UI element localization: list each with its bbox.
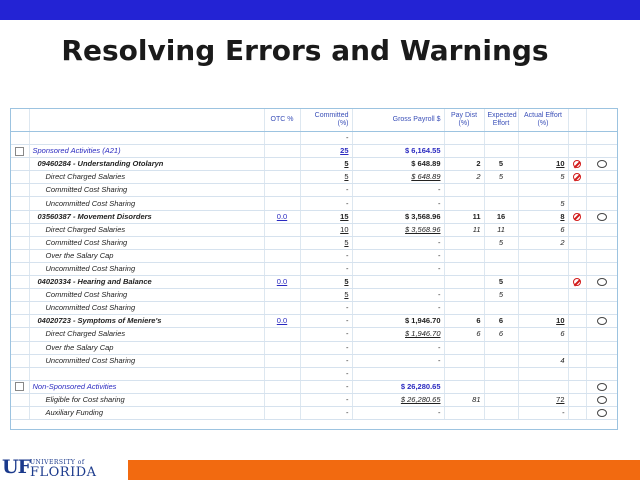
actual-effort-value[interactable]: 72 xyxy=(518,393,568,406)
error-cell xyxy=(568,315,586,328)
gross-payroll-value: - xyxy=(352,354,444,367)
header-expected-effort[interactable]: Expected Effort xyxy=(484,109,518,132)
committed-value[interactable]: 5 xyxy=(300,158,352,171)
actual-effort-value[interactable]: 10 xyxy=(518,158,568,171)
uf-logo-line2: FLORIDA xyxy=(30,465,97,480)
pay-dist-value xyxy=(444,249,484,262)
top-bar xyxy=(0,0,640,20)
error-cell xyxy=(568,197,586,210)
row-name: Uncommitted Cost Sharing xyxy=(29,354,264,367)
expected-effort-value: 5 xyxy=(484,289,518,302)
gross-payroll-value: - xyxy=(352,262,444,275)
table-row xyxy=(11,406,617,419)
effort-table xyxy=(11,109,618,420)
checkbox-cell xyxy=(11,249,29,262)
error-cell xyxy=(568,132,586,145)
expected-effort-value xyxy=(484,132,518,145)
header-checkbox-cell xyxy=(11,109,29,132)
table-row xyxy=(11,262,617,275)
otc-value xyxy=(264,393,300,406)
effort-table-panel xyxy=(10,108,618,430)
error-cell xyxy=(568,380,586,393)
otc-value xyxy=(264,406,300,419)
actual-effort-value: 2 xyxy=(518,236,568,249)
expected-effort-value: 16 xyxy=(484,210,518,223)
actual-effort-value xyxy=(518,302,568,315)
otc-value xyxy=(264,328,300,341)
actual-effort-value[interactable]: 8 xyxy=(518,210,568,223)
checkbox-cell xyxy=(11,289,29,302)
gross-payroll-value xyxy=(352,367,444,380)
expected-effort-value: 11 xyxy=(484,223,518,236)
pay-dist-value xyxy=(444,302,484,315)
checkbox-cell xyxy=(11,354,29,367)
header-committed[interactable]: Committed (%) xyxy=(300,109,352,132)
error-cell xyxy=(568,302,586,315)
error-cell xyxy=(568,210,586,223)
comment-cell xyxy=(586,302,617,315)
actual-effort-value xyxy=(518,289,568,302)
error-cell xyxy=(568,249,586,262)
expected-effort-value xyxy=(484,302,518,315)
pay-dist-value xyxy=(444,132,484,145)
pay-dist-value: 11 xyxy=(444,223,484,236)
error-cell xyxy=(568,393,586,406)
committed-value: - xyxy=(300,249,352,262)
comment-icon[interactable] xyxy=(597,160,607,168)
comment-icon[interactable] xyxy=(597,213,607,221)
error-icon[interactable] xyxy=(573,173,581,181)
committed-value[interactable]: 25 xyxy=(300,145,352,158)
committed-value[interactable]: 10 xyxy=(300,223,352,236)
otc-value xyxy=(264,158,300,171)
comment-cell xyxy=(586,315,617,328)
pay-dist-value xyxy=(444,380,484,393)
actual-effort-value xyxy=(518,341,568,354)
expected-effort-value xyxy=(484,406,518,419)
committed-value: - xyxy=(300,406,352,419)
error-icon[interactable] xyxy=(573,278,581,286)
row-name: Over the Salary Cap xyxy=(29,249,264,262)
otc-value xyxy=(264,197,300,210)
actual-effort-value: 5 xyxy=(518,171,568,184)
error-cell xyxy=(568,406,586,419)
uf-logo xyxy=(0,456,125,480)
gross-payroll-value[interactable]: $ 3,568.96 xyxy=(352,223,444,236)
project-row xyxy=(11,210,617,223)
error-cell xyxy=(568,276,586,289)
committed-value: - xyxy=(300,393,352,406)
table-row xyxy=(11,341,617,354)
comment-cell xyxy=(586,145,617,158)
comment-icon[interactable] xyxy=(597,383,607,391)
row-checkbox[interactable] xyxy=(15,147,24,156)
committed-value[interactable]: 5 xyxy=(300,276,352,289)
checkbox-cell xyxy=(11,197,29,210)
checkbox-cell xyxy=(11,341,29,354)
table-row xyxy=(11,223,617,236)
table-row xyxy=(11,393,617,406)
pay-dist-value: 6 xyxy=(444,315,484,328)
checkbox-cell xyxy=(11,210,29,223)
otc-value[interactable]: 0.0 xyxy=(264,315,300,328)
row-name: Direct Charged Salaries xyxy=(29,171,264,184)
actual-effort-value xyxy=(518,145,568,158)
table-row xyxy=(11,354,617,367)
row-name[interactable]: 09460284 - Understanding Otolaryn xyxy=(29,158,264,171)
actual-effort-value xyxy=(518,380,568,393)
checkbox-cell xyxy=(11,367,29,380)
table-header-row xyxy=(11,109,617,132)
expected-effort-value: 5 xyxy=(484,276,518,289)
row-name[interactable]: 03560387 - Movement Disorders xyxy=(29,210,264,223)
checkbox-cell xyxy=(11,184,29,197)
header-name xyxy=(29,109,264,132)
project-row xyxy=(11,315,617,328)
uf-logo-mark: UF xyxy=(2,456,31,478)
expected-effort-value xyxy=(484,354,518,367)
table-row xyxy=(11,302,617,315)
error-cell xyxy=(568,341,586,354)
comment-cell xyxy=(586,223,617,236)
checkbox-cell xyxy=(11,380,29,393)
expected-effort-value xyxy=(484,262,518,275)
actual-effort-value[interactable] xyxy=(518,276,568,289)
otc-value xyxy=(264,289,300,302)
expected-effort-value xyxy=(484,341,518,354)
pay-dist-value: 2 xyxy=(444,171,484,184)
actual-effort-value xyxy=(518,132,568,145)
otc-value xyxy=(264,132,300,145)
error-icon[interactable] xyxy=(573,213,581,221)
pay-dist-value: 6 xyxy=(444,328,484,341)
row-name[interactable]: 04020334 - Hearing and Balance xyxy=(29,276,264,289)
gross-payroll-value: - xyxy=(352,289,444,302)
committed-value: - xyxy=(300,315,352,328)
expected-effort-value: 6 xyxy=(484,328,518,341)
otc-value xyxy=(264,223,300,236)
checkbox-cell xyxy=(11,393,29,406)
gross-payroll-value: - xyxy=(352,302,444,315)
row-name: Uncommitted Cost Sharing xyxy=(29,197,264,210)
otc-value xyxy=(264,367,300,380)
pay-dist-value: 81 xyxy=(444,393,484,406)
otc-value xyxy=(264,302,300,315)
row-name[interactable]: 04020723 - Symptoms of Meniere's xyxy=(29,315,264,328)
comment-cell xyxy=(586,158,617,171)
row-name[interactable]: Non-Sponsored Activities xyxy=(29,380,264,393)
actual-effort-value xyxy=(518,249,568,262)
expected-effort-value: 5 xyxy=(484,158,518,171)
table-row xyxy=(11,249,617,262)
gross-payroll-value: - xyxy=(352,236,444,249)
otc-value[interactable]: 0.0 xyxy=(264,210,300,223)
committed-value[interactable]: 5 xyxy=(300,289,352,302)
expected-effort-value xyxy=(484,184,518,197)
gross-payroll-value: - xyxy=(352,341,444,354)
table-row xyxy=(11,184,617,197)
project-row xyxy=(11,158,617,171)
error-cell xyxy=(568,171,586,184)
otc-value xyxy=(264,354,300,367)
project-row xyxy=(11,276,617,289)
uf-logo-line1: UNIVERSITY of xyxy=(30,459,85,466)
actual-effort-value: 4 xyxy=(518,354,568,367)
table-row xyxy=(11,367,617,380)
actual-effort-value xyxy=(518,262,568,275)
error-cell xyxy=(568,354,586,367)
error-icon[interactable] xyxy=(573,160,581,168)
committed-value: - xyxy=(300,302,352,315)
comment-icon[interactable] xyxy=(597,396,607,404)
actual-effort-value: 5 xyxy=(518,197,568,210)
checkbox-cell xyxy=(11,158,29,171)
committed-value: - xyxy=(300,341,352,354)
checkbox-cell xyxy=(11,315,29,328)
actual-effort-value xyxy=(518,367,568,380)
pay-dist-value xyxy=(444,262,484,275)
comment-cell xyxy=(586,380,617,393)
comment-cell xyxy=(586,210,617,223)
expected-effort-value xyxy=(484,393,518,406)
gross-payroll-value xyxy=(352,132,444,145)
pay-dist-value: 2 xyxy=(444,158,484,171)
pay-dist-value: 11 xyxy=(444,210,484,223)
row-name xyxy=(29,132,264,145)
row-name xyxy=(29,367,264,380)
pay-dist-value xyxy=(444,367,484,380)
pay-dist-value xyxy=(444,289,484,302)
error-cell xyxy=(568,262,586,275)
otc-value xyxy=(264,341,300,354)
error-cell xyxy=(568,223,586,236)
actual-effort-value xyxy=(518,184,568,197)
pay-dist-value xyxy=(444,341,484,354)
committed-value: - xyxy=(300,197,352,210)
header-actual-effort[interactable]: Actual Effort (%) xyxy=(518,109,568,132)
pay-dist-value xyxy=(444,197,484,210)
expected-effort-value xyxy=(484,197,518,210)
expected-effort-value: 6 xyxy=(484,315,518,328)
row-name: Over the Salary Cap xyxy=(29,341,264,354)
comment-cell xyxy=(586,393,617,406)
table-row xyxy=(11,328,617,341)
otc-value xyxy=(264,262,300,275)
comment-cell xyxy=(586,249,617,262)
actual-effort-value[interactable]: 10 xyxy=(518,315,568,328)
checkbox-cell xyxy=(11,223,29,236)
gross-payroll-value: $ 1,946.70 xyxy=(352,315,444,328)
row-name: Uncommitted Cost Sharing xyxy=(29,302,264,315)
otc-value xyxy=(264,145,300,158)
checkbox-cell xyxy=(11,262,29,275)
comment-cell xyxy=(586,236,617,249)
otc-value xyxy=(264,249,300,262)
checkbox-cell xyxy=(11,276,29,289)
gross-payroll-value: $ 648.89 xyxy=(352,158,444,171)
comment-cell xyxy=(586,171,617,184)
committed-value[interactable]: 5 xyxy=(300,171,352,184)
committed-value: - xyxy=(300,328,352,341)
actual-effort-value: - xyxy=(518,406,568,419)
table-row xyxy=(11,289,617,302)
header-otc[interactable]: OTC % xyxy=(264,109,300,132)
committed-value: - xyxy=(300,262,352,275)
checkbox-cell xyxy=(11,302,29,315)
row-name: Committed Cost Sharing xyxy=(29,289,264,302)
error-cell xyxy=(568,289,586,302)
expected-effort-value xyxy=(484,145,518,158)
table-row xyxy=(11,236,617,249)
gross-payroll-value: $ 6,164.55 xyxy=(352,145,444,158)
expected-effort-value xyxy=(484,367,518,380)
gross-payroll-value xyxy=(352,276,444,289)
gross-payroll-value: - xyxy=(352,197,444,210)
otc-value[interactable]: 0.0 xyxy=(264,276,300,289)
comment-icon[interactable] xyxy=(597,317,607,325)
comment-cell xyxy=(586,328,617,341)
gross-payroll-value: $ 26,280.65 xyxy=(352,380,444,393)
error-cell xyxy=(568,145,586,158)
table-row xyxy=(11,171,617,184)
table-row xyxy=(11,197,617,210)
row-name: Uncommitted Cost Sharing xyxy=(29,262,264,275)
checkbox-cell xyxy=(11,328,29,341)
otc-value xyxy=(264,184,300,197)
header-gross-payroll[interactable]: Gross Payroll $ xyxy=(352,109,444,132)
row-name: Committed Cost Sharing xyxy=(29,184,264,197)
error-cell xyxy=(568,158,586,171)
expected-effort-value: 5 xyxy=(484,236,518,249)
gross-payroll-value[interactable]: $ 26,280.65 xyxy=(352,393,444,406)
checkbox-cell xyxy=(11,236,29,249)
pay-dist-value xyxy=(444,276,484,289)
error-cell xyxy=(568,328,586,341)
comment-cell xyxy=(586,289,617,302)
committed-value: - xyxy=(300,132,352,145)
checkbox-cell xyxy=(11,406,29,419)
row-name: Direct Charged Salaries xyxy=(29,223,264,236)
comment-cell xyxy=(586,184,617,197)
comment-cell xyxy=(586,262,617,275)
expected-effort-value xyxy=(484,380,518,393)
gross-payroll-value: - xyxy=(352,406,444,419)
otc-value xyxy=(264,236,300,249)
actual-effort-value: 6 xyxy=(518,223,568,236)
pay-dist-value xyxy=(444,354,484,367)
checkbox-cell xyxy=(11,171,29,184)
header-comment-cell xyxy=(586,109,617,132)
comment-cell xyxy=(586,354,617,367)
otc-value xyxy=(264,171,300,184)
gross-payroll-value[interactable]: $ 1,946.70 xyxy=(352,328,444,341)
committed-value: - xyxy=(300,380,352,393)
row-name: Eligible for Cost sharing xyxy=(29,393,264,406)
checkbox-cell xyxy=(11,145,29,158)
committed-value: - xyxy=(300,184,352,197)
header-error-cell xyxy=(568,109,586,132)
expected-effort-value: 5 xyxy=(484,171,518,184)
committed-value: - xyxy=(300,354,352,367)
comment-cell xyxy=(586,367,617,380)
expected-effort-value xyxy=(484,249,518,262)
committed-value[interactable]: 5 xyxy=(300,236,352,249)
bottom-orange-bar xyxy=(128,460,640,480)
committed-value[interactable]: 15 xyxy=(300,210,352,223)
comment-cell xyxy=(586,341,617,354)
otc-value xyxy=(264,380,300,393)
slide-title: Resolving Errors and Warnings xyxy=(61,34,549,67)
row-name: Committed Cost Sharing xyxy=(29,236,264,249)
table-row xyxy=(11,132,617,145)
comment-cell xyxy=(586,197,617,210)
pay-dist-value xyxy=(444,145,484,158)
error-cell xyxy=(568,184,586,197)
error-cell xyxy=(568,236,586,249)
comment-cell xyxy=(586,132,617,145)
committed-value: - xyxy=(300,367,352,380)
error-cell xyxy=(568,367,586,380)
comment-icon[interactable] xyxy=(597,278,607,286)
header-pay-dist[interactable]: Pay Dist (%) xyxy=(444,109,484,132)
pay-dist-value xyxy=(444,236,484,249)
section-row xyxy=(11,380,617,393)
gross-payroll-value: $ 3,568.96 xyxy=(352,210,444,223)
pay-dist-value xyxy=(444,184,484,197)
gross-payroll-value: - xyxy=(352,184,444,197)
pay-dist-value xyxy=(444,406,484,419)
checkbox-cell xyxy=(11,132,29,145)
row-name: Auxiliary Funding xyxy=(29,406,264,419)
gross-payroll-value: - xyxy=(352,249,444,262)
row-name: Direct Charged Salaries xyxy=(29,328,264,341)
section-row xyxy=(11,145,617,158)
comment-cell xyxy=(586,276,617,289)
gross-payroll-value[interactable]: $ 648.89 xyxy=(352,171,444,184)
comment-cell xyxy=(586,406,617,419)
comment-icon[interactable] xyxy=(597,409,607,417)
row-name[interactable]: Sponsored Activities (A21) xyxy=(29,145,264,158)
row-checkbox[interactable] xyxy=(15,382,24,391)
actual-effort-value: 6 xyxy=(518,328,568,341)
